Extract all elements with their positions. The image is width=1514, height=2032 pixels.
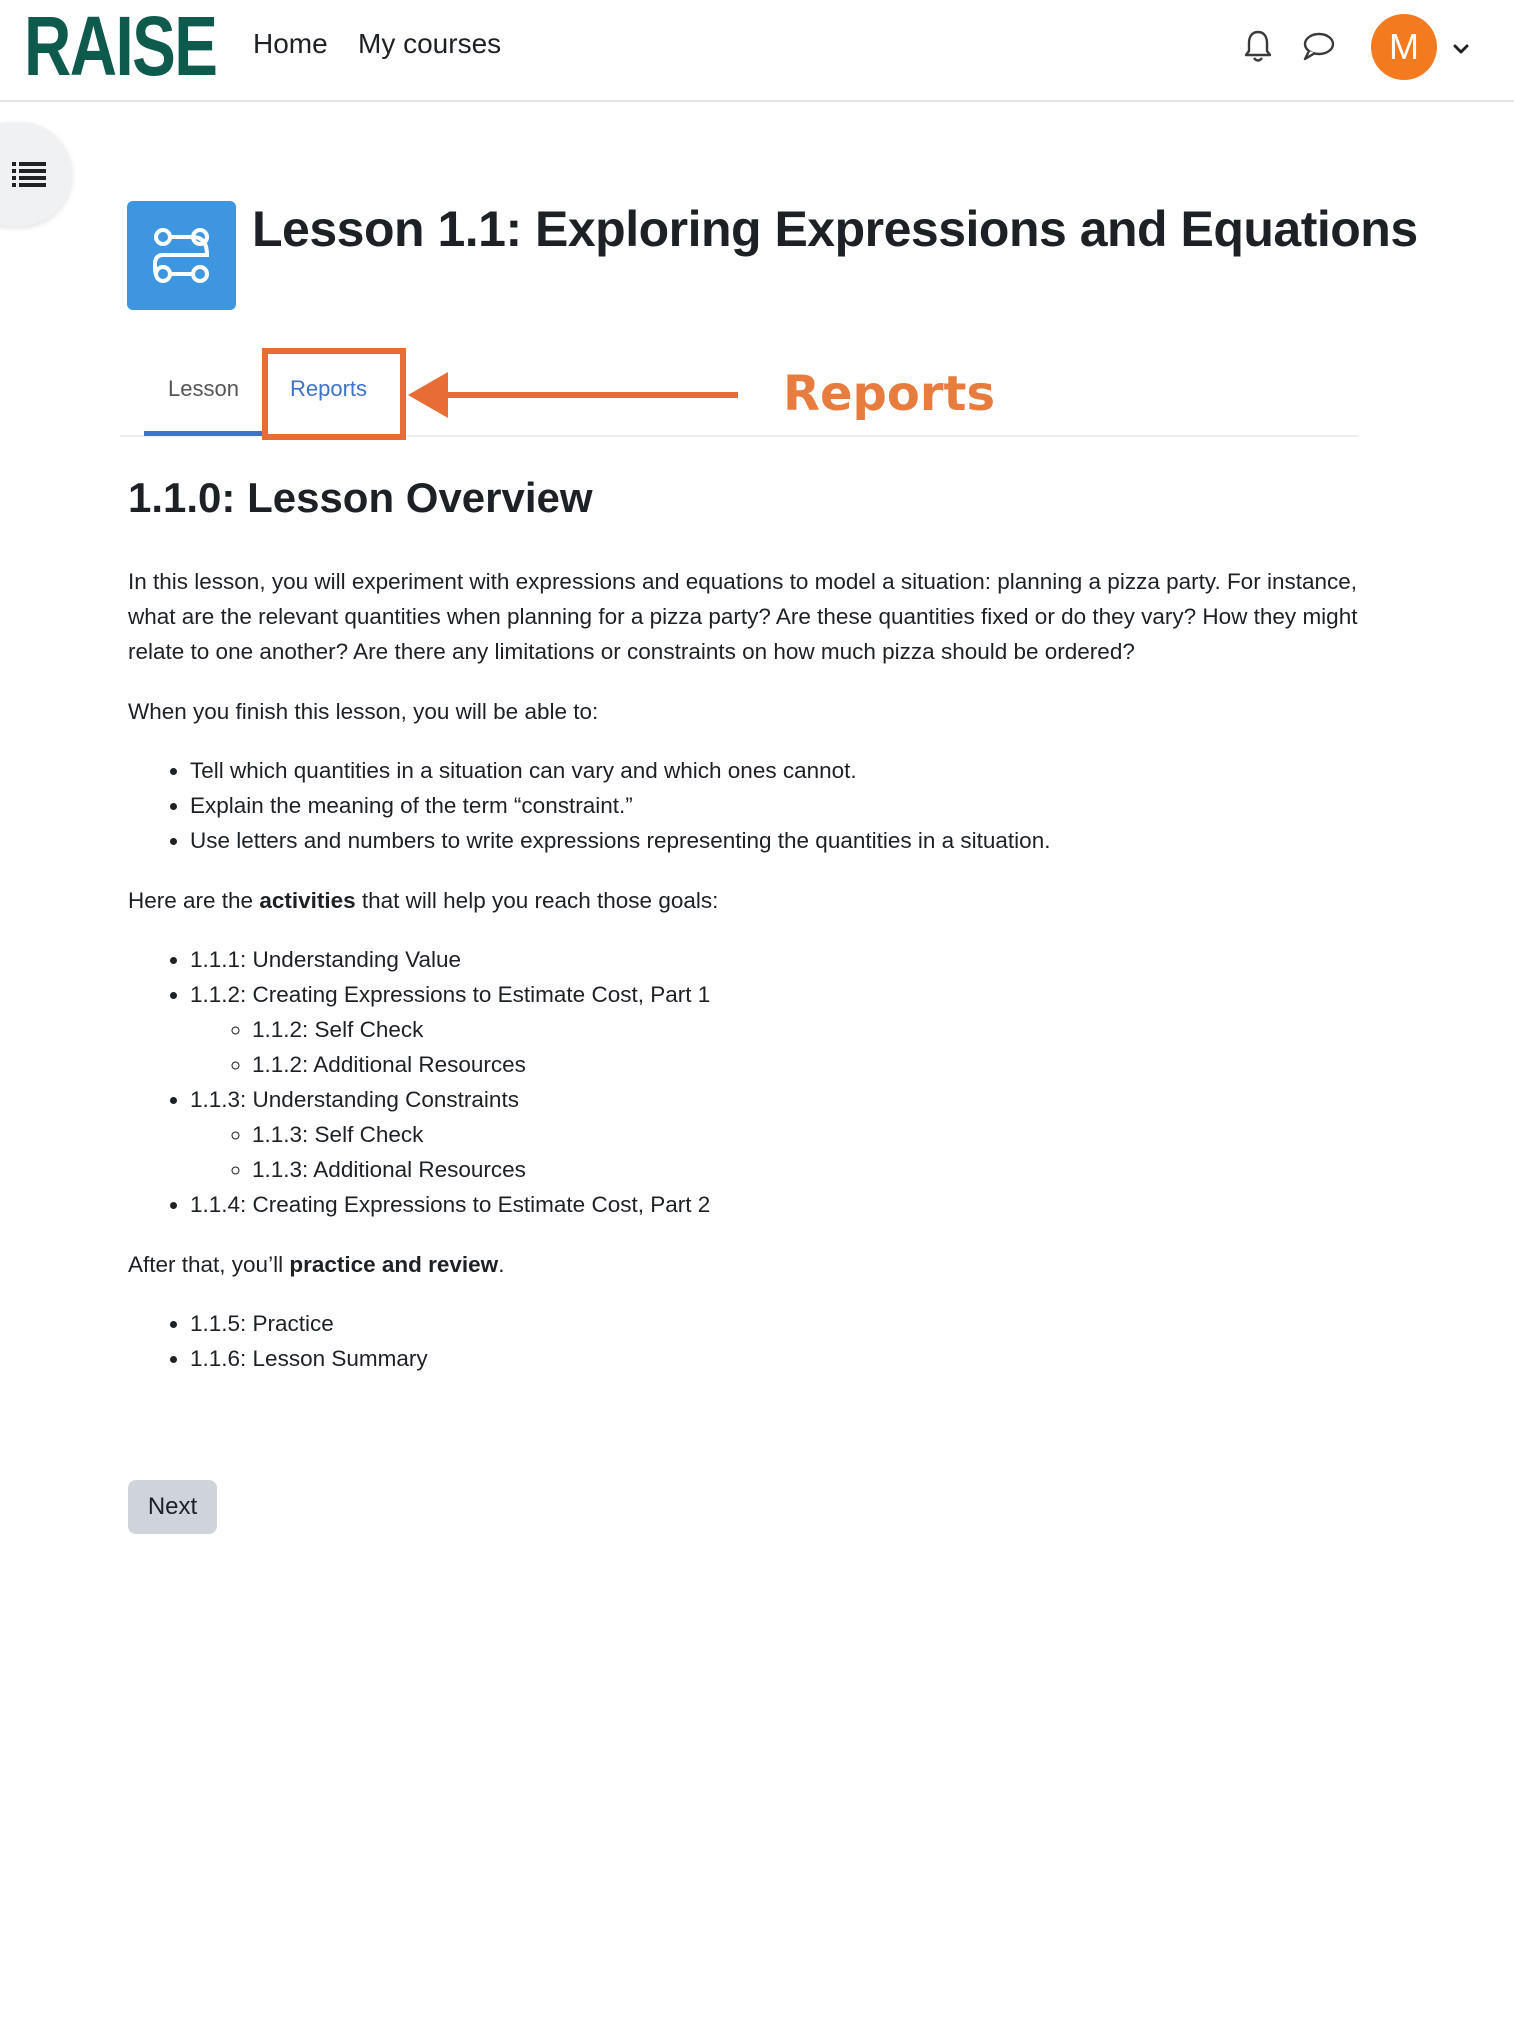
reports-highlight-box [262,348,406,440]
list-icon [12,160,46,188]
top-navbar [0,0,1514,102]
lesson-content [128,470,1358,1376]
chat-icon[interactable] [1298,26,1338,66]
active-tab-indicator [144,431,262,436]
practice-item: • 1.1.6: Lesson Summary [190,1341,1358,1376]
nav-my-courses-link[interactable]: My courses [358,28,502,59]
chevron-down-icon[interactable] [1450,38,1472,60]
practice-intro [128,1247,1358,1282]
user-avatar[interactable]: M [1371,14,1437,80]
activities-list [128,942,1358,1222]
reports-annotation-label: Reports [783,366,996,422]
raise-logo[interactable]: RAISE [24,0,217,93]
bell-icon[interactable] [1238,26,1278,66]
goals-list [128,753,1358,858]
tab-lesson[interactable]: Lesson [168,376,239,401]
goal-item: • Tell which quantities in a situation can vary and which ones cannot. [190,753,1358,788]
activities-intro-text: Here are the [128,888,260,913]
activity-item [190,1187,1358,1222]
activity-label: 1.1.2: Creating Expressions to Estimate Cost, Part 1 [190,982,711,1007]
activity-subitem: ◦ 1.1.2: Self Check [252,1012,1358,1047]
activity-label: 1.1.3: Understanding Constraints [190,1087,519,1112]
activity-item [190,1082,1358,1187]
next-button[interactable]: Next [128,1480,217,1534]
goal-item: • Explain the meaning of the term “constraint.” [190,788,1358,823]
page-title: Lesson 1.1: Exploring Expressions and Equations [252,201,1418,257]
activity-label: 1.1.4: Creating Expressions to Estimate Cost, Part 2 [190,1192,711,1217]
activities-intro-text: that will help you reach those goals: [355,888,719,913]
activities-intro [128,883,1358,918]
activity-sublist [190,1012,1358,1082]
section-heading: 1.1.0: Lesson Overview [128,474,593,521]
activity-item [190,977,1358,1082]
practice-intro-bold: practice and review [289,1252,499,1277]
goals-intro: When you finish this lesson, you will be able to: [128,699,599,724]
activity-item [190,942,1358,977]
activities-intro-bold: activities [259,888,356,913]
annotation-arrow [408,370,740,420]
goal-item: • Use letters and numbers to write expressions representing the quantities in a situation. [190,823,1358,858]
intro-paragraph: In this lesson, you will experiment with expressions and equations to model a situation: planning a pizza party. For instance, what are the relevant quantities when planning for a pizza party? Are these quantities fixed or do they vary? How they might relate to one another? Are there any limitations or constraints on how much pizza should be ordered? [128,569,1358,664]
practice-list [128,1306,1358,1376]
practice-intro-text: . [498,1252,505,1277]
activity-subitem: ◦ 1.1.3: Additional Resources [252,1152,1358,1187]
lesson-path-icon [151,225,212,286]
tab-reports[interactable]: Reports [290,376,368,401]
practice-item: • 1.1.5: Practice [190,1306,1358,1341]
course-index-toggle[interactable] [0,122,72,226]
activity-sublist [190,1117,1358,1187]
practice-intro-text: After that, you’ll [128,1252,290,1277]
lesson-activity-icon [127,201,236,310]
nav-home-link[interactable]: Home [253,28,328,59]
activity-subitem: ◦ 1.1.2: Additional Resources [252,1047,1358,1082]
activity-subitem: ◦ 1.1.3: Self Check [252,1117,1358,1152]
activity-label: 1.1.1: Understanding Value [190,947,462,972]
